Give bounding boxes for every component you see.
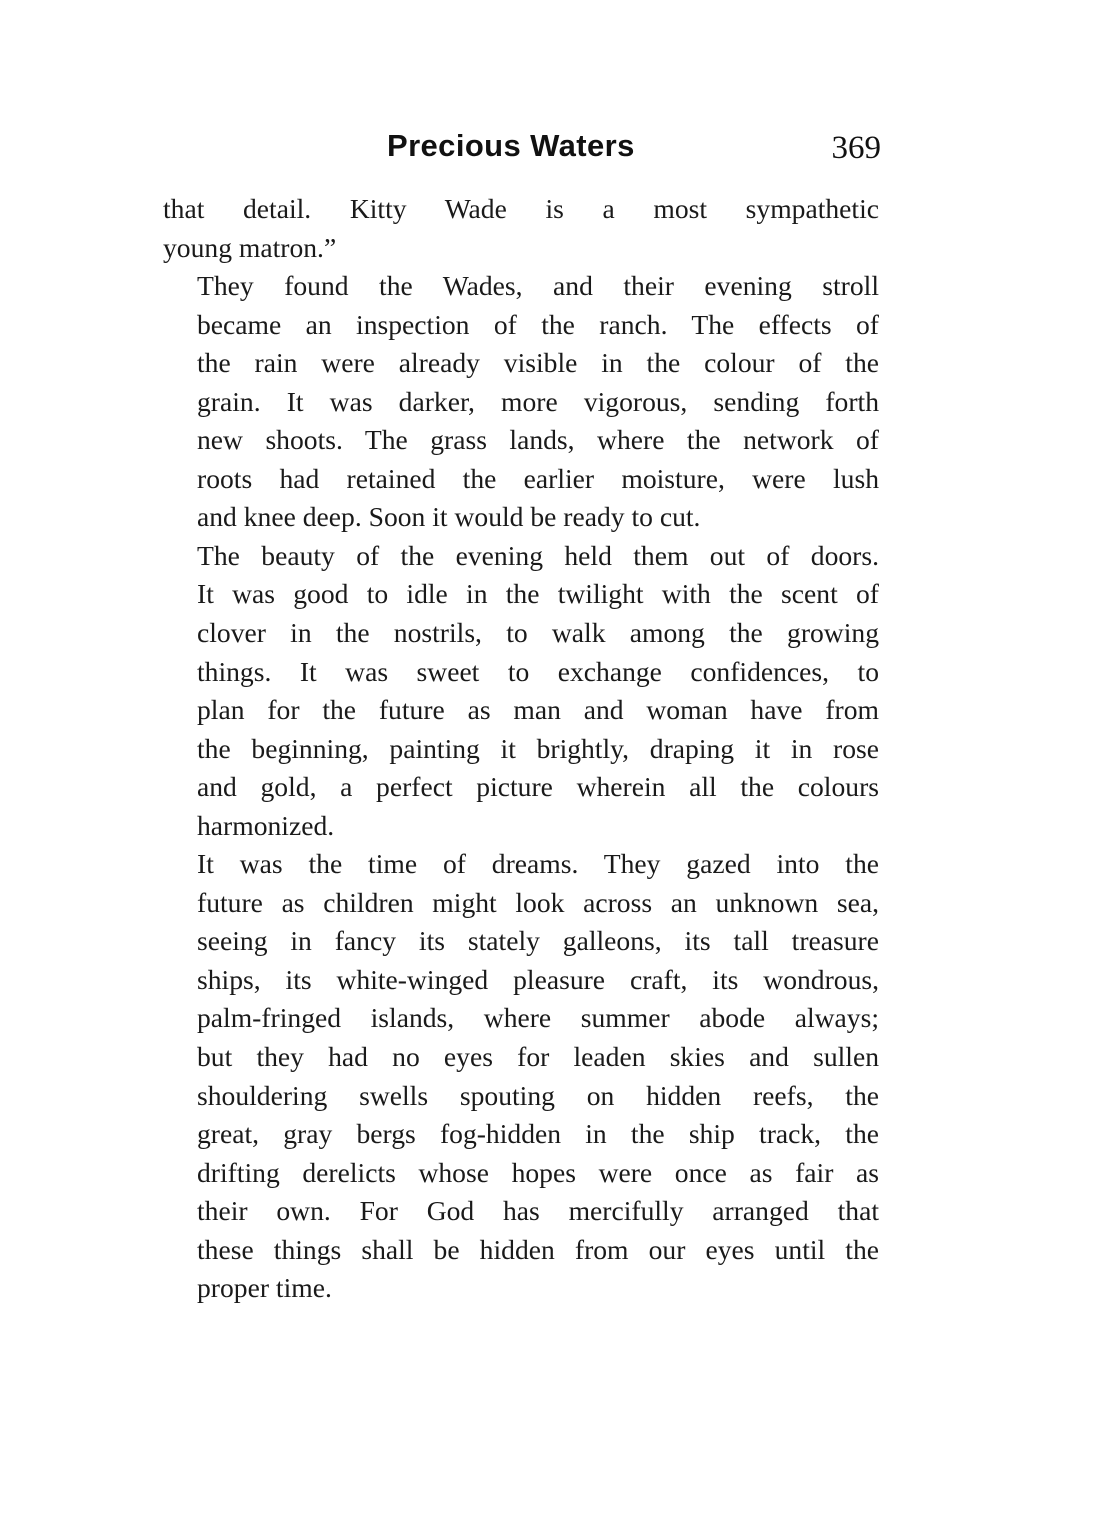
text-line: They found the Wades, and their evening stroll <box>197 270 879 302</box>
text-line: and knee deep. Soon it would be ready to cut. <box>197 501 701 533</box>
text-line: palm-fringed islands, where summer abode always; <box>197 1002 879 1034</box>
text-line: but they had no eyes for leaden skies and sullen <box>197 1041 879 1073</box>
text-line: harmonized. <box>197 809 335 841</box>
page-number: 369 <box>831 130 881 166</box>
text-line: young matron.” <box>163 231 337 263</box>
paragraph <box>163 845 879 1308</box>
text-line: clover in the nostrils, to walk among the growing <box>197 617 879 649</box>
text-line: drifting derelicts whose hopes were once as fair as <box>197 1156 879 1188</box>
text-line: and gold, a perfect picture wherein all the colours <box>197 771 879 803</box>
text-line: plan for the future as man and woman have from <box>197 694 879 726</box>
text-line: ships, its white-winged pleasure craft, its wondrous, <box>197 963 879 995</box>
text-line: new shoots. The grass lands, where the network of <box>197 424 879 456</box>
text-line: seeing in fancy its stately galleons, its tall treasure <box>197 925 879 957</box>
text-line: It was the time of dreams. They gazed into the <box>197 848 879 880</box>
text-line: The beauty of the evening held them out of doors. <box>197 539 879 571</box>
text-line: great, gray bergs fog-hidden in the ship track, the <box>197 1118 879 1150</box>
paragraph <box>163 537 879 845</box>
text-line: the beginning, painting it brightly, draping it in rose <box>197 732 879 764</box>
text-line: things. It was sweet to exchange confidences, to <box>197 655 879 687</box>
text-line: future as children might look across an unknown sea, <box>197 886 879 918</box>
text-line: grain. It was darker, more vigorous, sending forth <box>197 385 879 417</box>
text-line: roots had retained the earlier moisture, were lush <box>197 462 879 494</box>
running-head <box>163 126 885 176</box>
chapter-title: Precious Waters <box>387 128 635 163</box>
text-line: these things shall be hidden from our eyes until the <box>197 1233 879 1265</box>
text-line: became an inspection of the ranch. The effects of <box>197 308 879 340</box>
body-text <box>163 190 879 1308</box>
paragraph <box>163 190 879 267</box>
text-line: their own. For God has mercifully arranged that <box>197 1195 879 1227</box>
text-line: It was good to idle in the twilight with the scent of <box>197 578 879 610</box>
text-line: proper time. <box>197 1272 332 1304</box>
text-line: shouldering swells spouting on hidden reefs, the <box>197 1079 879 1111</box>
text-line: the rain were already visible in the colour of the <box>197 347 879 379</box>
paragraph <box>163 267 879 537</box>
text-line: that detail. Kitty Wade is a most sympathetic <box>163 193 879 224</box>
